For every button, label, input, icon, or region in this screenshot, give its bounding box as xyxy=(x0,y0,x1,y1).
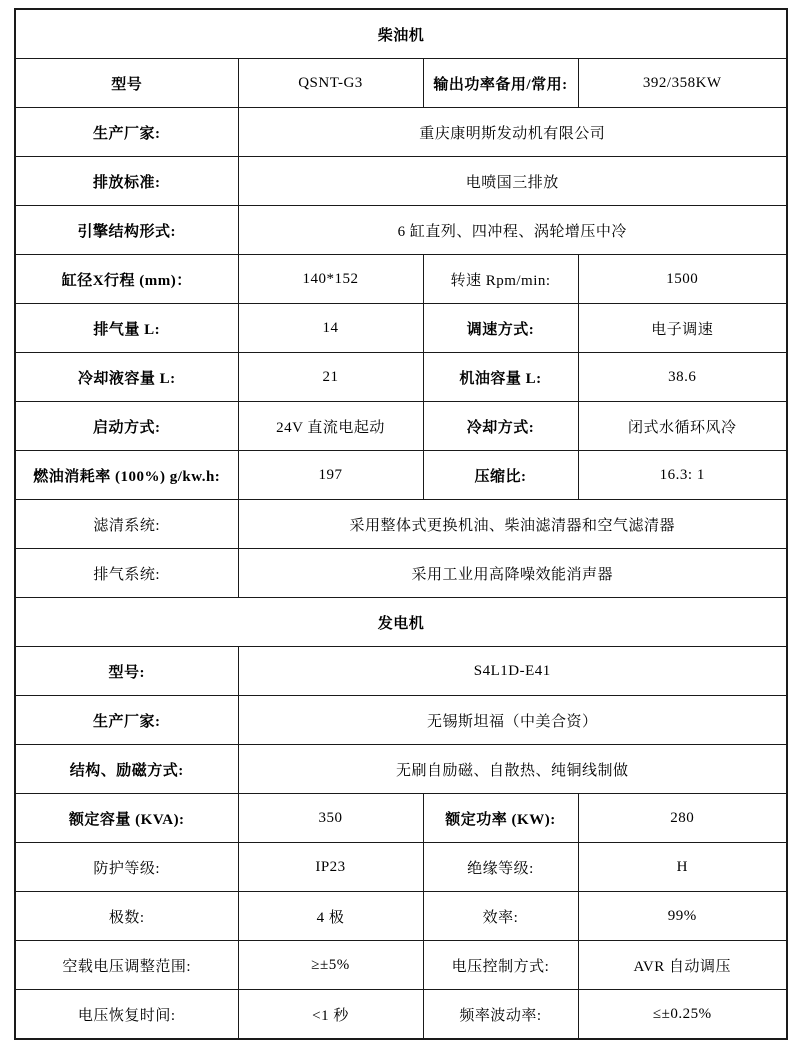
fuel-consumption-value: 197 xyxy=(238,451,423,500)
filter-system-label: 滤清系统: xyxy=(15,500,238,549)
diesel-model-label: 型号 xyxy=(15,59,238,108)
pole-number-value: 4 极 xyxy=(238,892,423,941)
row-coolant-oil-capacity xyxy=(15,353,787,402)
protection-grade-value: IP23 xyxy=(238,843,423,892)
row-generator-model xyxy=(15,647,787,696)
row-diesel-manufacturer xyxy=(15,108,787,157)
output-power-value: 392/358KW xyxy=(578,59,787,108)
row-emission-standard xyxy=(15,157,787,206)
protection-grade-label: 防护等级: xyxy=(15,843,238,892)
generator-manufacturer-value: 无锡斯坦福（中美合资） xyxy=(238,696,787,745)
structure-excitation-value: 无刷自励磁、自散热、纯铜线制做 xyxy=(238,745,787,794)
emission-standard-label: 排放标准: xyxy=(15,157,238,206)
row-rated-capacity-power xyxy=(15,794,787,843)
row-generator-manufacturer xyxy=(15,696,787,745)
row-voltage-range-control xyxy=(15,941,787,990)
engine-speed-value: 1500 xyxy=(578,255,787,304)
displacement-value: 14 xyxy=(238,304,423,353)
section-header-generator: 发电机 xyxy=(15,598,787,647)
emission-standard-value: 电喷国三排放 xyxy=(238,157,787,206)
bore-stroke-value: 140*152 xyxy=(238,255,423,304)
no-load-voltage-range-label: 空载电压调整范围: xyxy=(15,941,238,990)
exhaust-system-label: 排气系统: xyxy=(15,549,238,598)
frequency-fluctuation-value: ≤±0.25% xyxy=(578,990,787,1040)
displacement-label: 排气量 L: xyxy=(15,304,238,353)
rated-power-value: 280 xyxy=(578,794,787,843)
no-load-voltage-range-value: ≥±5% xyxy=(238,941,423,990)
coolant-capacity-value: 21 xyxy=(238,353,423,402)
generator-spec-table xyxy=(14,8,788,1040)
frequency-fluctuation-label: 频率波动率: xyxy=(423,990,578,1040)
rated-power-label: 额定功率 (KW): xyxy=(423,794,578,843)
row-exhaust-system xyxy=(15,549,787,598)
row-start-cooling-mode xyxy=(15,402,787,451)
oil-capacity-value: 38.6 xyxy=(578,353,787,402)
efficiency-value: 99% xyxy=(578,892,787,941)
bore-stroke-label: 缸径X行程 (mm)： xyxy=(15,255,238,304)
row-bore-stroke-speed xyxy=(15,255,787,304)
row-protection-insulation xyxy=(15,843,787,892)
row-poles-efficiency xyxy=(15,892,787,941)
voltage-control-mode-label: 电压控制方式: xyxy=(423,941,578,990)
section-header-diesel-engine: 柴油机 xyxy=(15,9,787,59)
engine-structure-label: 引擎结构形式: xyxy=(15,206,238,255)
coolant-capacity-label: 冷却液容量 L: xyxy=(15,353,238,402)
compression-ratio-label: 压缩比: xyxy=(423,451,578,500)
engine-structure-value: 6 缸直列、四冲程、涡轮增压中冷 xyxy=(238,206,787,255)
cooling-mode-label: 冷却方式: xyxy=(423,402,578,451)
oil-capacity-label: 机油容量 L: xyxy=(423,353,578,402)
rated-capacity-value: 350 xyxy=(238,794,423,843)
filter-system-value: 采用整体式更换机油、柴油滤清器和空气滤清器 xyxy=(238,500,787,549)
section-row-diesel-engine xyxy=(15,9,787,59)
start-mode-label: 启动方式: xyxy=(15,402,238,451)
insulation-grade-value: H xyxy=(578,843,787,892)
diesel-manufacturer-value: 重庆康明斯发动机有限公司 xyxy=(238,108,787,157)
governor-mode-value: 电子调速 xyxy=(578,304,787,353)
insulation-grade-label: 绝缘等级: xyxy=(423,843,578,892)
diesel-manufacturer-label: 生产厂家: xyxy=(15,108,238,157)
output-power-label: 输出功率备用/常用: xyxy=(423,59,578,108)
generator-model-label: 型号: xyxy=(15,647,238,696)
row-diesel-model xyxy=(15,59,787,108)
compression-ratio-value: 16.3: 1 xyxy=(578,451,787,500)
efficiency-label: 效率: xyxy=(423,892,578,941)
exhaust-system-value: 采用工业用高降噪效能消声器 xyxy=(238,549,787,598)
structure-excitation-label: 结构、励磁方式: xyxy=(15,745,238,794)
voltage-recovery-time-label: 电压恢复时间: xyxy=(15,990,238,1040)
row-voltage-recovery-frequency xyxy=(15,990,787,1040)
governor-mode-label: 调速方式: xyxy=(423,304,578,353)
row-structure-excitation xyxy=(15,745,787,794)
rated-capacity-label: 额定容量 (KVA): xyxy=(15,794,238,843)
row-fuel-consumption-compression xyxy=(15,451,787,500)
pole-number-label: 极数: xyxy=(15,892,238,941)
generator-model-value: S4L1D-E41 xyxy=(238,647,787,696)
row-filter-system xyxy=(15,500,787,549)
fuel-consumption-label: 燃油消耗率 (100%) g/kw.h: xyxy=(15,451,238,500)
voltage-recovery-time-value: <1 秒 xyxy=(238,990,423,1040)
generator-manufacturer-label: 生产厂家: xyxy=(15,696,238,745)
section-row-generator xyxy=(15,598,787,647)
diesel-model-value: QSNT-G3 xyxy=(238,59,423,108)
voltage-control-mode-value: AVR 自动调压 xyxy=(578,941,787,990)
engine-speed-label: 转速 Rpm/min: xyxy=(423,255,578,304)
cooling-mode-value: 闭式水循环风冷 xyxy=(578,402,787,451)
start-mode-value: 24V 直流电起动 xyxy=(238,402,423,451)
row-engine-structure xyxy=(15,206,787,255)
row-displacement-governor xyxy=(15,304,787,353)
